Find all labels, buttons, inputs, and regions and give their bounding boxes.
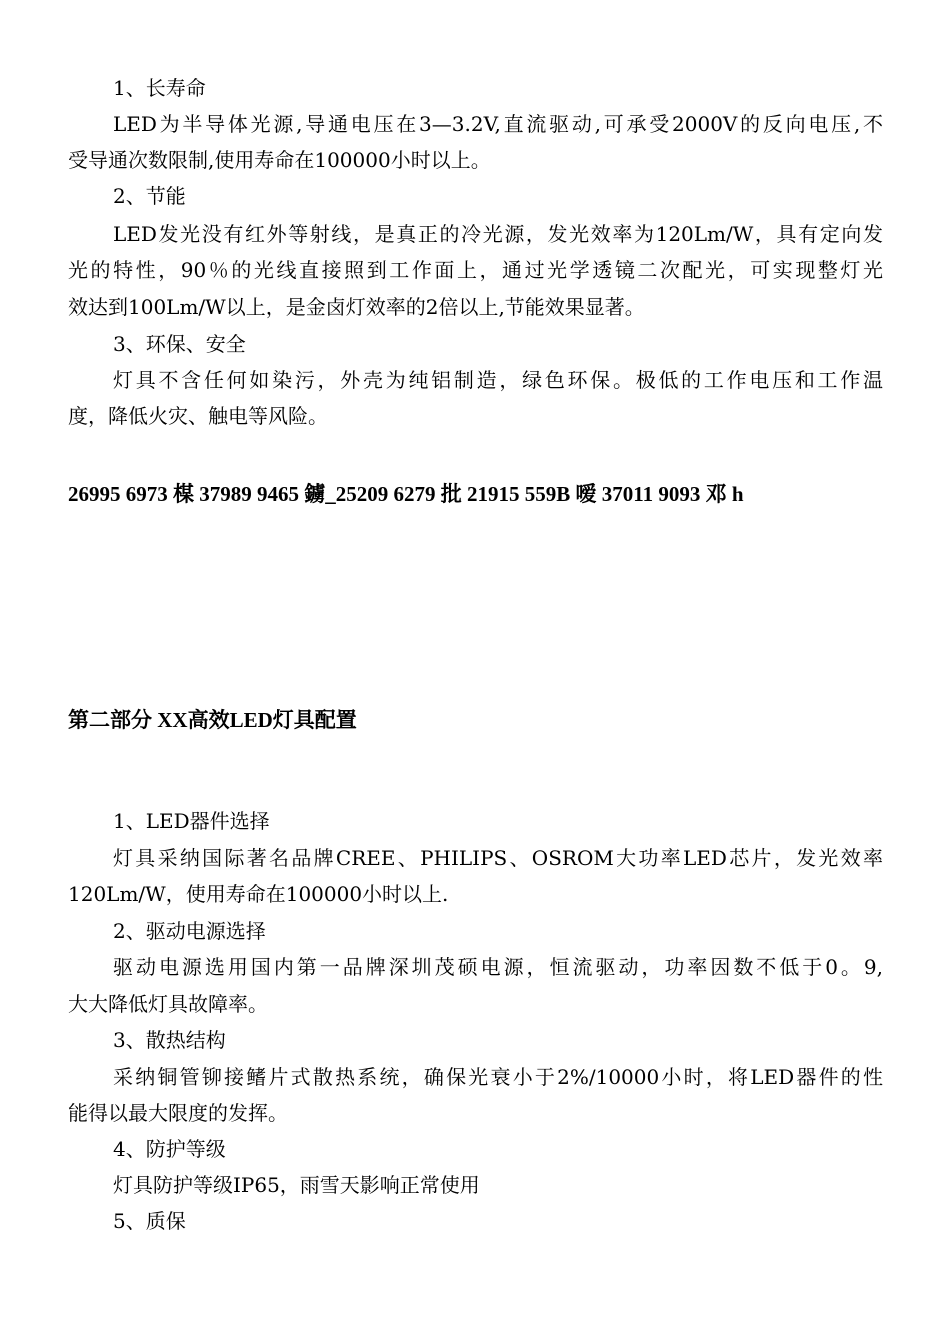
paragraph-environment-line-2: 度，降低火灾、触电等风险。 (68, 404, 328, 428)
heading-energy-saving: 2、节能 (113, 184, 186, 208)
paragraph-energy-line-2: 光的特性，90％的光线直接照到工作面上，通过光学透镜二次配光，可实现整灯光 (68, 258, 883, 282)
paragraph-protection-line-1: 灯具防护等级IP65，雨雪天影响正常使用 (113, 1173, 480, 1197)
heading-led-device: 1、LED器件选择 (113, 809, 270, 833)
paragraph-heat-line-2: 能得以最大限度的发挥。 (68, 1101, 288, 1125)
paragraph-driver-line-2: 大大降低灯具故障率。 (68, 992, 268, 1016)
paragraph-heat-line-1: 采纳铜管铆接鳍片式散热系统，确保光衰小于2%/10000小时，将LED器件的性 (113, 1065, 883, 1089)
heading-heat-dissipation: 3、散热结构 (113, 1028, 226, 1052)
paragraph-environment-line-1: 灯具不含任何如染污，外壳为纯铝制造，绿色环保。极低的工作电压和工作温 (113, 368, 883, 392)
paragraph-long-life-line-1: LED为半导体光源,导通电压在3—3.2V,直流驱动,可承受2000V的反向电压,不 (113, 112, 883, 136)
heading-environment-safety: 3、环保、安全 (113, 332, 246, 356)
section-title-part-two: 第二部分 XX高效LED灯具配置 (68, 708, 357, 732)
paragraph-led-device-line-1: 灯具采纳国际著名品牌CREE、PHILIPS、OSROM大功率LED芯片，发光效率 (113, 846, 883, 870)
paragraph-energy-line-1: LED发光没有红外等射线，是真正的冷光源，发光效率为120Lm/W，具有定向发 (113, 222, 883, 246)
paragraph-driver-line-1: 驱动电源选用国内第一品牌深圳茂硕电源，恒流驱动，功率因数不低于0。9, (113, 955, 883, 979)
paragraph-led-device-line-2: 120Lm/W，使用寿命在100000小时以上. (68, 882, 449, 906)
paragraph-long-life-line-2: 受导通次数限制,使用寿命在100000小时以上。 (68, 148, 491, 172)
code-line: 26995 6973 楳 37989 9465 鐪_25209 6279 批 21915 559B 嗳 37011 9093 邓 h (68, 482, 744, 506)
heading-driver-power: 2、驱动电源选择 (113, 919, 266, 943)
paragraph-energy-line-3: 效达到100Lm/W以上，是金卤灯效率的2倍以上,节能效果显著。 (68, 295, 645, 319)
heading-warranty: 5、质保 (113, 1209, 186, 1233)
heading-long-life: 1、长寿命 (113, 76, 206, 100)
heading-protection-level: 4、防护等级 (113, 1137, 226, 1161)
